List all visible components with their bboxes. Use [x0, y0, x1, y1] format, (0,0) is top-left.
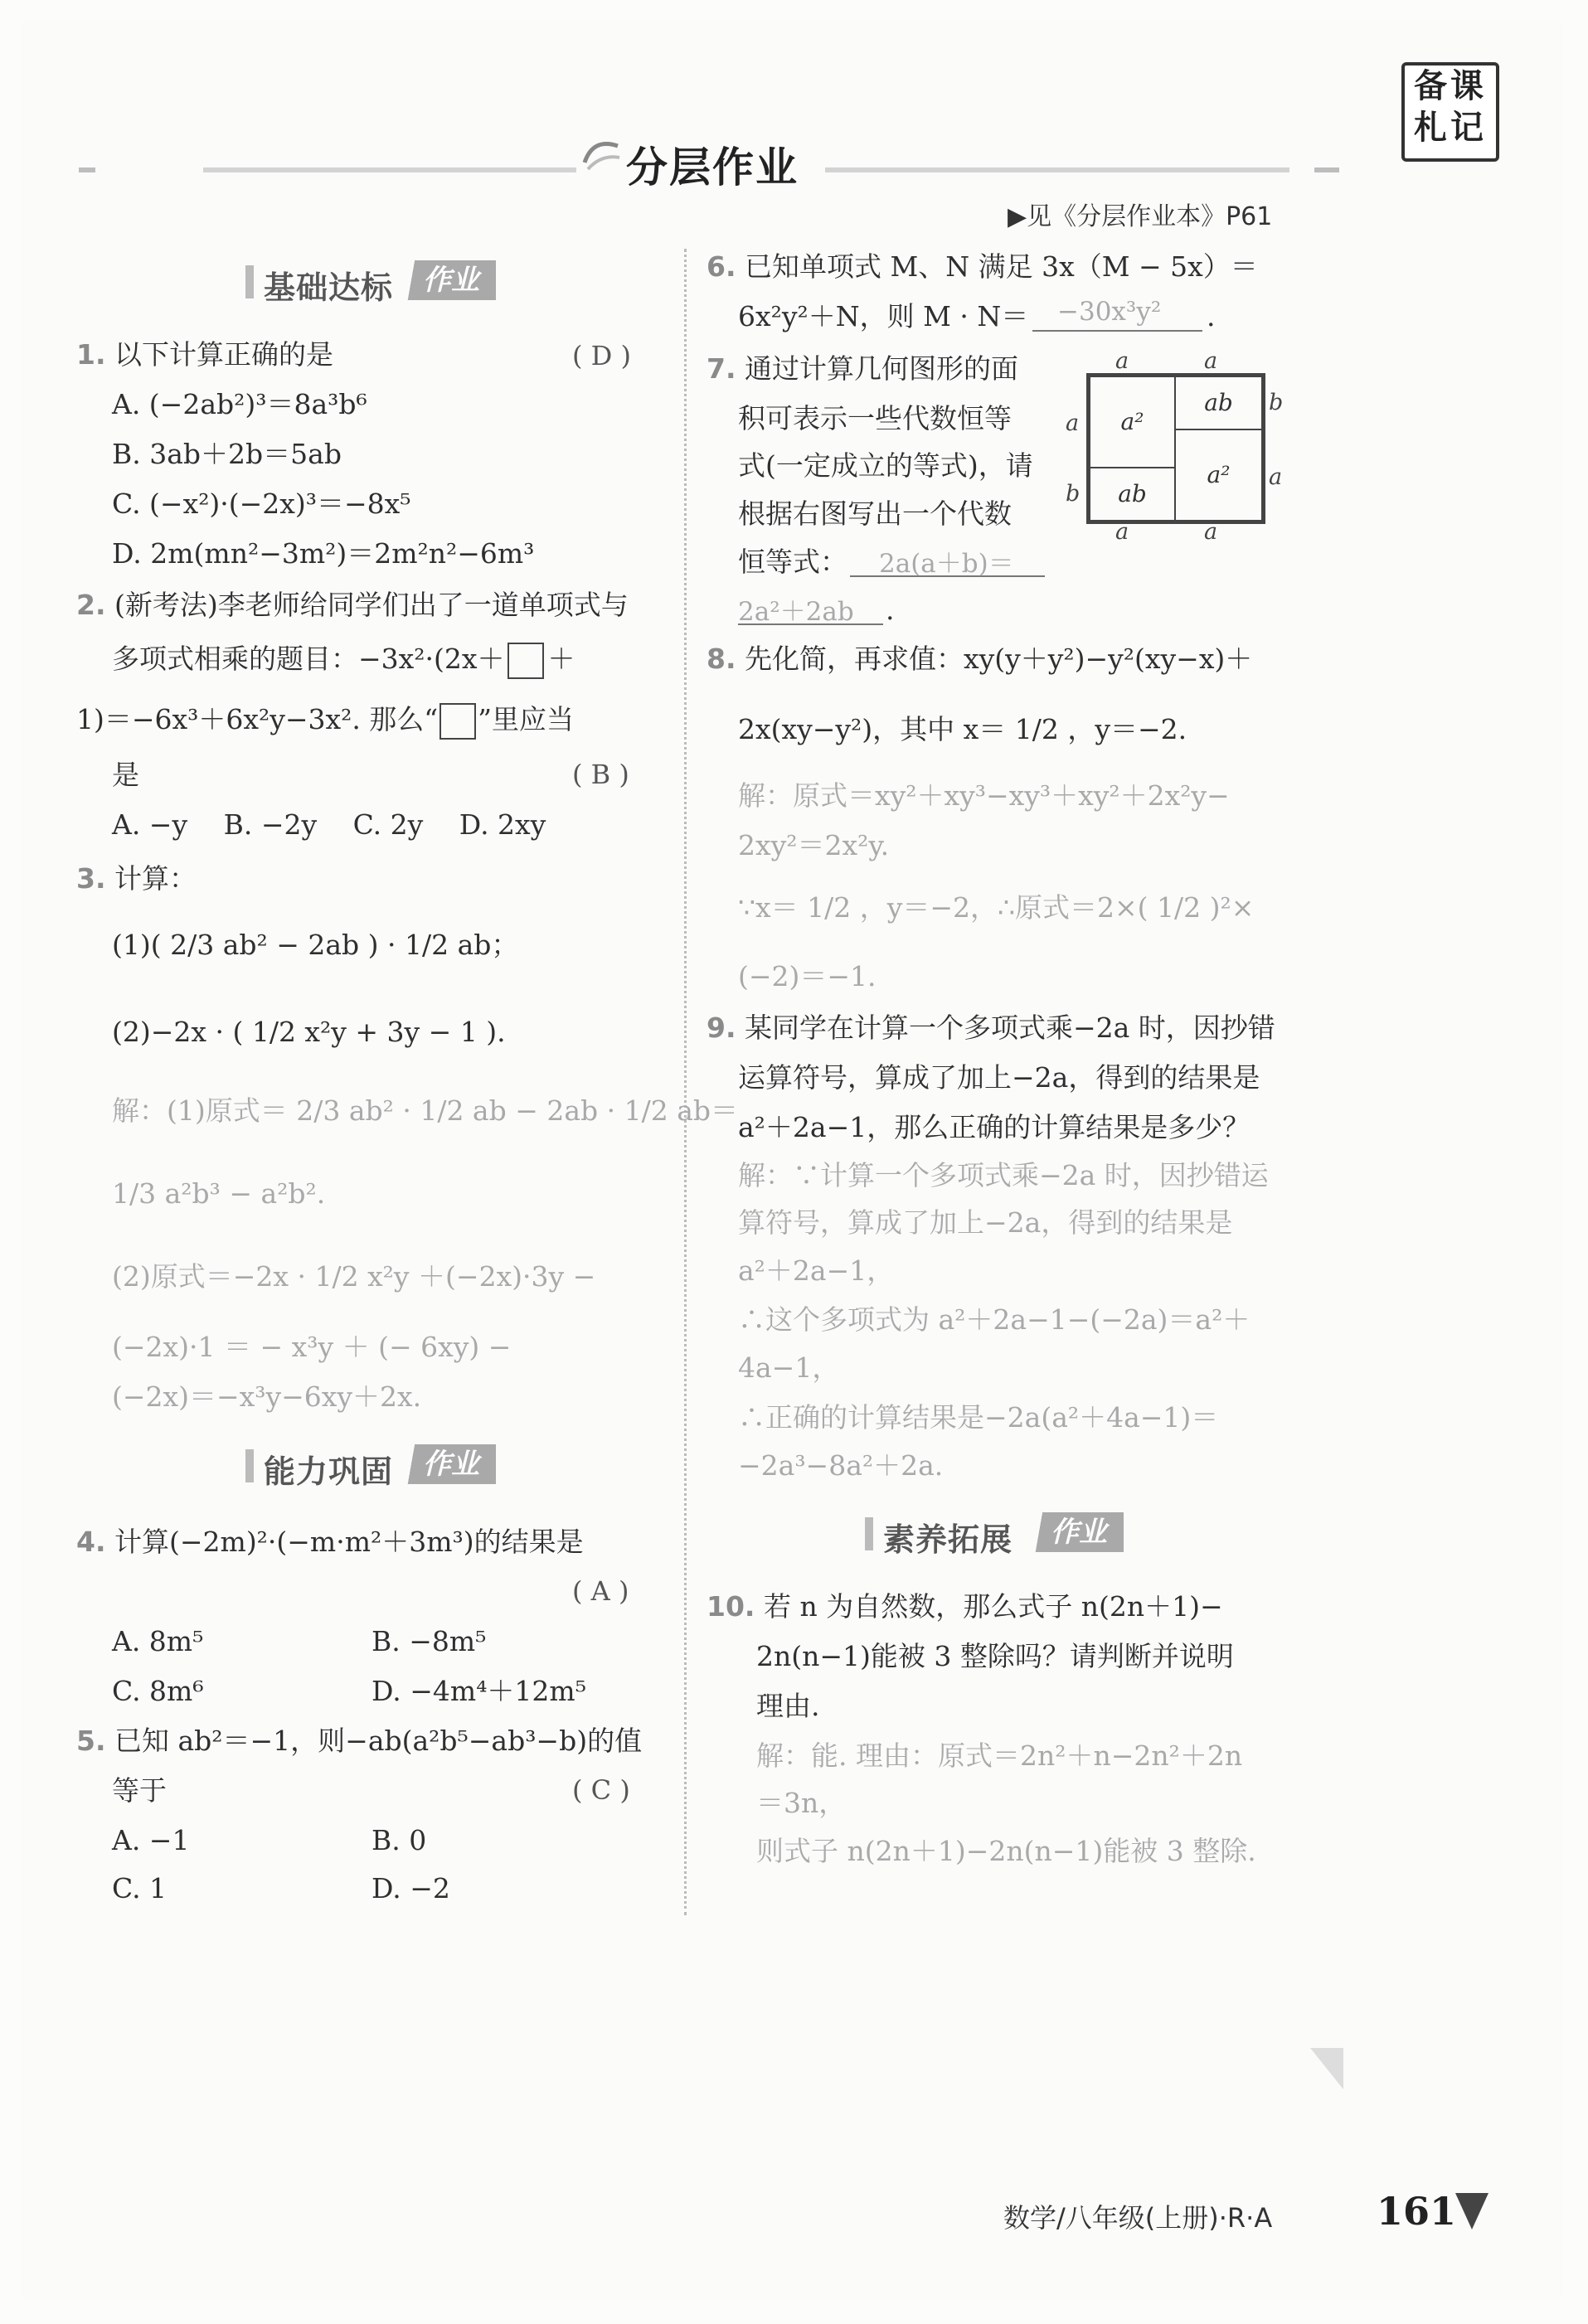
question-stem: 以下计算正确的是 — [114, 338, 333, 371]
question-stem: 某同学在计算一个多项式乘−2a 时，因抄错 — [745, 1012, 1275, 1044]
solution-line: a²＋2a−1， — [738, 1254, 895, 1287]
question-9 — [707, 1012, 1275, 1045]
question-stem: 通过计算几何图形的面 — [745, 352, 1018, 385]
solution-line: 算符号，算成了加上−2a，得到的结果是 — [738, 1206, 1233, 1239]
question-stem: 计算(−2m)²·(−m·m²＋3m³)的结果是 — [114, 1526, 584, 1558]
title-rule-right — [825, 167, 1339, 172]
text: 多项式相乘的题目：−3x²·(2x＋ — [112, 643, 505, 675]
question-5-line-2: 等于 — [112, 1774, 167, 1807]
section-name: 素养拓展 — [883, 1521, 1013, 1558]
section-badge: 作业 — [406, 260, 496, 300]
question-5 — [76, 1725, 642, 1758]
solution-line: ∵x＝ 1/2 ，y＝−2，∴原式＝2×( 1/2 )²× — [738, 891, 1255, 924]
option-d: D. −2 — [372, 1872, 450, 1904]
section-basic — [264, 259, 512, 305]
label-a: a — [1204, 519, 1218, 545]
question-7 — [707, 352, 1018, 386]
section-name: 基础达标 — [264, 269, 394, 306]
option-d: D. −4m⁴＋12m⁵ — [372, 1675, 586, 1707]
question-8 — [707, 643, 1252, 676]
corner-mark — [1310, 2048, 1343, 2089]
solution-line: 4a−1， — [738, 1351, 840, 1384]
label-b: b — [1269, 390, 1284, 415]
option-d: D. 2m(mn²−3m²)＝2m²n²−6m³ — [112, 537, 535, 570]
solution-line: (−2x)＝−x³y−6xy＋2x. — [112, 1380, 422, 1413]
answer: ( C ) — [572, 1774, 630, 1806]
solution-line: 1/3 a²b³ − a²b². — [112, 1177, 326, 1210]
question-7-line-4: 根据右图写出一个代数 — [738, 497, 1012, 530]
workbook-reference: ▶见《分层作业本》P61 — [1008, 202, 1273, 231]
solution-line: −2a³−8a²＋2a. — [738, 1449, 944, 1482]
book-info: 数学/八年级(上册)·R·A — [1003, 2202, 1273, 2234]
stamp-line-1: 备课 — [1414, 67, 1487, 105]
fill-answer: 2a(a＋b)＝ — [879, 549, 1014, 579]
question-7-line-3: 式(一定成立的等式)，请 — [738, 449, 1033, 482]
label-a: a — [1204, 348, 1218, 374]
question-7-line-2: 积可表示一些代数恒等 — [738, 402, 1012, 434]
blank-box — [507, 643, 544, 679]
section-name: 能力巩固 — [264, 1453, 394, 1490]
label-a: a — [1269, 464, 1283, 490]
question-number: 9. — [707, 1012, 736, 1044]
text: ＋ — [547, 643, 575, 675]
question-stem: 先化简，再求值：xy(y＋y²)−y²(xy−x)＋ — [745, 643, 1253, 675]
question-number: 1. — [76, 338, 106, 371]
title-rule-left — [79, 167, 576, 172]
option-c: C. (−x²)·(−2x)³＝−8x⁵ — [112, 488, 411, 520]
cell-a-squared: a² — [1174, 429, 1263, 522]
label-b: b — [1066, 481, 1081, 507]
section-literacy — [883, 1511, 1149, 1557]
figure-frame — [1086, 373, 1265, 524]
answer-blank — [1032, 297, 1202, 332]
solution-line: 2xy²＝2x²y. — [738, 829, 890, 861]
part-2: (2)−2x · ( 1/2 x²y + 3y − 1 ). — [112, 1016, 506, 1048]
question-9-line-3: a²＋2a−1，那么正确的计算结果是多少？ — [738, 1111, 1250, 1143]
solution-line: 则式子 n(2n＋1)−2n(n−1)能被 3 整除. — [756, 1835, 1256, 1867]
label-a: a — [1115, 348, 1129, 374]
answer: ( A ) — [572, 1575, 629, 1607]
option-a: A. 8m⁵ — [112, 1625, 204, 1657]
label-a: a — [1115, 519, 1129, 545]
answer-blank — [850, 542, 1045, 577]
fill-answer: 2a²＋2ab — [738, 597, 854, 627]
swirl-icon — [576, 129, 626, 179]
question-2 — [76, 589, 629, 622]
question-number: 3. — [76, 862, 106, 895]
punctuation: . — [886, 594, 895, 626]
question-number: 5. — [76, 1725, 106, 1757]
solution-line: (2)原式＝−2x · 1/2 x²y ＋(−2x)·3y − — [112, 1260, 596, 1293]
section-bar — [865, 1517, 873, 1550]
solution-line: ∴正确的计算结果是−2a(a²＋4a−1)＝ — [738, 1401, 1219, 1434]
question-10-line-3: 理由. — [756, 1690, 820, 1722]
page-number: 161 — [1377, 2189, 1457, 2234]
fill-answer: −30x³y² — [1057, 297, 1162, 327]
solution-line: 解：能. 理由：原式＝2n²＋n−2n²＋2n — [756, 1739, 1243, 1772]
question-number: 8. — [707, 643, 736, 675]
solution-line: (−2x)·1 ＝ − x³y ＋ (− 6xy) − — [112, 1331, 512, 1363]
part-1: (1)( 2/3 ab² − 2ab ) · 1/2 ab； — [112, 929, 519, 961]
text: ”里应当 — [478, 703, 575, 735]
question-number: 6. — [707, 250, 736, 283]
solution-line: ∴这个多项式为 a²＋2a−1−(−2a)＝a²＋ — [738, 1303, 1250, 1336]
question-2-line-4: 是 — [112, 759, 139, 791]
option-c: C. 1 — [112, 1872, 168, 1904]
question-number: 2. — [76, 589, 106, 621]
option-a: A. −1 — [112, 1824, 190, 1856]
section-bar — [245, 1449, 254, 1482]
answer: ( D ) — [572, 340, 631, 371]
option-c: C. 8m⁶ — [112, 1675, 204, 1707]
page-number-arrow-icon — [1455, 2193, 1488, 2229]
section-badge: 作业 — [406, 1444, 496, 1484]
question-stem: 计算： — [114, 862, 197, 895]
option-b: B. −8m⁵ — [372, 1625, 487, 1657]
question-10 — [707, 1590, 1223, 1623]
question-3 — [76, 862, 197, 895]
solution-line: 解：∵计算一个多项式乘−2a 时，因抄错运 — [738, 1159, 1269, 1191]
solution-line: (−2)＝−1. — [738, 960, 877, 992]
section-bar — [245, 265, 254, 298]
question-6 — [707, 250, 1258, 284]
question-2-line-2 — [112, 643, 575, 679]
question-10-line-2: 2n(n−1)能被 3 整除吗？请判断并说明 — [756, 1640, 1234, 1672]
options: A. −y B. −2y C. 2y D. 2xy — [112, 808, 546, 841]
option-a: A. (−2ab²)³＝8a³b⁶ — [112, 388, 367, 420]
page-title: 分层作业 — [626, 143, 799, 192]
option-b: B. 3ab＋2b＝5ab — [112, 438, 342, 470]
text: 1)＝−6x³＋6x²y−3x². 那么“ — [76, 703, 439, 735]
answer: ( B ) — [572, 759, 629, 790]
label-a: a — [1066, 410, 1080, 436]
question-number: 10. — [707, 1590, 755, 1623]
question-stem: (新考法)李老师给同学们出了一道单项式与 — [114, 589, 629, 621]
question-9-line-2: 运算符号，算成了加上−2a，得到的结果是 — [738, 1061, 1260, 1094]
punctuation: . — [1207, 300, 1216, 332]
question-8-line-2: 2x(xy−y²)，其中 x＝ 1/2 ，y＝−2. — [738, 713, 1187, 745]
question-number: 4. — [76, 1526, 106, 1558]
cell-ab: ab — [1089, 467, 1176, 522]
section-ability — [264, 1443, 512, 1489]
answer-blank — [738, 590, 883, 625]
question-stem: 已知 ab²＝−1，则−ab(a²b⁵−ab³−b)的值 — [114, 1725, 643, 1757]
solution-line: 解：原式＝xy²＋xy³−xy³＋xy²＋2x²y− — [738, 779, 1230, 812]
question-number: 7. — [707, 352, 736, 385]
question-6-line-2: 6x²y²＋N，则 M · N＝ — [738, 300, 1029, 332]
column-divider — [684, 249, 687, 1915]
question-4 — [76, 1526, 584, 1559]
solution-line: ＝3n， — [756, 1787, 847, 1819]
notes-stamp — [1401, 62, 1499, 162]
question-2-line-3 — [76, 703, 574, 740]
option-b: B. 0 — [372, 1824, 427, 1856]
section-badge: 作业 — [1034, 1512, 1124, 1552]
blank-box — [439, 703, 476, 740]
question-1 — [76, 338, 333, 371]
cell-a-squared: a² — [1089, 376, 1176, 468]
title-row — [79, 124, 1281, 199]
question-7-line-5: 恒等式： — [738, 546, 847, 578]
question-stem: 若 n 为自然数，那么式子 n(2n＋1)− — [763, 1590, 1223, 1623]
cell-ab: ab — [1174, 376, 1263, 430]
solution-line: 解：(1)原式＝ 2/3 ab² · 1/2 ab − 2ab · 1/2 ab＝ — [112, 1094, 739, 1127]
stamp-line-2: 札记 — [1414, 109, 1487, 147]
question-stem: 已知单项式 M、N 满足 3x（M − 5x）＝ — [745, 250, 1258, 283]
